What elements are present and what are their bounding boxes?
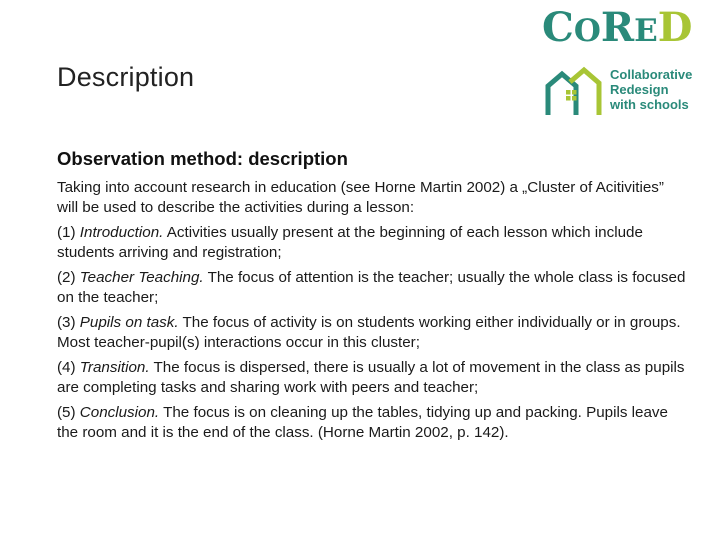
house-icon xyxy=(544,65,602,117)
slide-title: Description xyxy=(57,62,195,92)
list-item: (4) Transition. The focus is dispersed, there is usually a lot of movement in the class as pupils are completing tasks and sharing work with peers and teacher; xyxy=(57,359,685,396)
list-item: (2) Teacher Teaching. The focus of attention is the teacher; usually the whole class is focused on the teacher; xyxy=(57,269,686,306)
section-heading: Observation method: description xyxy=(57,148,348,169)
list-item: (1) Introduction. Activities usually present at the beginning of each lesson which include students arriving and registration; xyxy=(57,224,643,261)
slide-body xyxy=(57,148,687,448)
cored-logo xyxy=(540,4,712,118)
list-item: (3) Pupils on task. The focus of activity is on students working either individually or in groups. Most teacher-pupil(s) interactions occur in this cluster; xyxy=(57,314,681,351)
list-item: (5) Conclusion. The focus is on cleaning up the tables, tidying up and packing. Pupils leave the room and it is the end of the class. (Horne Martin 2002, p. 142). xyxy=(57,404,668,441)
logo-tagline: Collaborative Redesign with schools xyxy=(610,67,693,112)
intro-paragraph: Taking into account research in education (see Horne Martin 2002) a „Cluster of Acitivities” will be used to describe the activities during a lesson: xyxy=(57,179,664,216)
logo-wordmark: CORED xyxy=(542,4,693,51)
